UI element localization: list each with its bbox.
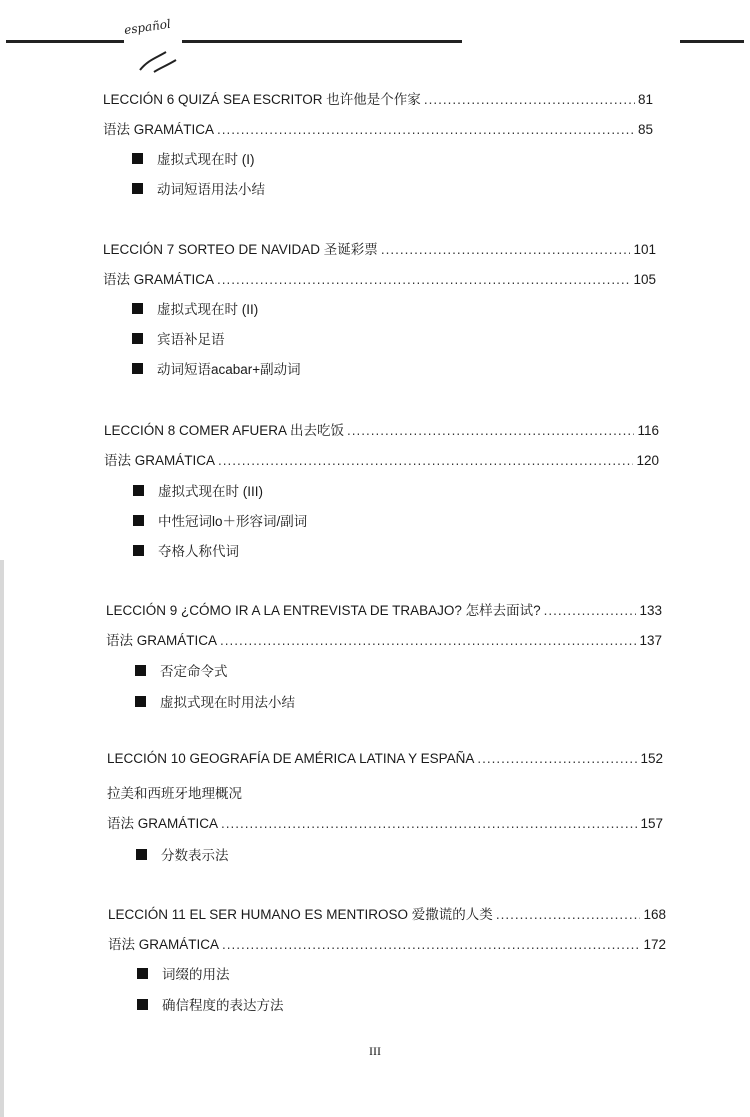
dot-leader xyxy=(381,242,631,257)
grammar-topic-text: 虚拟式现在时 (III) xyxy=(158,484,263,499)
grammar-line xyxy=(103,268,656,288)
dot-leader xyxy=(544,603,637,618)
lesson-title-line-page: 101 xyxy=(633,242,656,257)
square-bullet-icon xyxy=(133,485,144,496)
logo-text: español xyxy=(123,16,172,38)
lesson-title-line-text: LECCIÓN 7 SORTEO DE NAVIDAD 圣诞彩票 xyxy=(103,242,378,257)
square-bullet-icon xyxy=(132,183,143,194)
grammar-topic-item xyxy=(135,660,228,680)
dot-leader xyxy=(220,633,636,648)
grammar-line-page: 85 xyxy=(637,122,653,137)
grammar-line xyxy=(106,629,662,649)
grammar-line-text: 语法 GRAMÁTICA xyxy=(107,816,219,831)
dot-leader xyxy=(217,272,630,287)
lesson-title-line xyxy=(107,751,663,771)
grammar-topic-item xyxy=(132,148,255,168)
grammar-line-page: 137 xyxy=(639,633,662,648)
grammar-topic-item xyxy=(132,298,258,318)
dot-leader xyxy=(424,92,635,107)
dot-leader xyxy=(477,751,637,766)
lesson-title-line-page: 133 xyxy=(639,603,662,618)
square-bullet-icon xyxy=(137,968,148,979)
grammar-line xyxy=(107,812,663,832)
grammar-line-text: 语法 GRAMÁTICA xyxy=(104,453,216,468)
header-rule-right xyxy=(680,40,744,43)
square-bullet-icon xyxy=(132,153,143,164)
grammar-line-page: 120 xyxy=(636,453,659,468)
dot-leader xyxy=(222,937,640,952)
lesson-title-line-page: 152 xyxy=(640,751,663,766)
grammar-topic-item xyxy=(136,844,229,864)
grammar-topic-text: 词缀的用法 xyxy=(162,967,230,982)
grammar-line-page: 105 xyxy=(633,272,656,287)
grammar-topic-item xyxy=(137,963,230,983)
grammar-line-text: 语法 GRAMÁTICA xyxy=(103,272,215,287)
lesson-title-line-page: 81 xyxy=(637,92,653,107)
grammar-line xyxy=(103,118,653,138)
lesson-subtitle: 拉美和西班牙地理概况 xyxy=(107,786,242,801)
lesson-title-line xyxy=(103,88,653,108)
header-rule-left xyxy=(6,40,124,43)
grammar-topic-text: 虚拟式现在时用法小结 xyxy=(160,695,295,710)
grammar-line-text: 语法 GRAMÁTICA xyxy=(103,122,215,137)
dot-leader xyxy=(347,423,634,438)
dot-leader xyxy=(221,816,637,831)
lesson-title-line-page: 116 xyxy=(637,423,659,438)
grammar-line xyxy=(108,933,666,953)
lesson-title-line xyxy=(108,903,666,923)
grammar-line xyxy=(104,449,659,469)
square-bullet-icon xyxy=(133,545,144,556)
lesson-title-line-text: LECCIÓN 10 GEOGRAFÍA DE AMÉRICA LATINA Y ESPAÑA xyxy=(107,751,475,766)
grammar-topic-text: 否定命令式 xyxy=(160,664,228,679)
grammar-topic-text: 虚拟式现在时 (I) xyxy=(157,152,255,167)
lesson-title-line-text: LECCIÓN 8 COMER AFUERA 出去吃饭 xyxy=(104,423,345,438)
grammar-topic-text: 动词短语用法小结 xyxy=(157,182,265,197)
grammar-topic-item xyxy=(135,691,295,711)
dot-leader xyxy=(217,122,635,137)
dot-leader xyxy=(218,453,633,468)
grammar-topic-text: 虚拟式现在时 (II) xyxy=(157,302,259,317)
grammar-topic-text: 确信程度的表达方法 xyxy=(162,998,284,1013)
lesson-title-line-text: LECCIÓN 9 ¿CÓMO IR A LA ENTREVISTA DE TRABAJO? 怎样去面试? xyxy=(106,603,541,618)
lesson-title-line xyxy=(104,419,659,439)
page-edge-shadow xyxy=(0,560,4,1117)
grammar-line-page: 157 xyxy=(640,816,663,831)
square-bullet-icon xyxy=(132,303,143,314)
square-bullet-icon xyxy=(136,849,147,860)
lesson-title-line-text: LECCIÓN 6 QUIZÁ SEA ESCRITOR 也许他是个作家 xyxy=(103,92,421,107)
lesson-title-line xyxy=(106,599,662,619)
grammar-topic-item xyxy=(133,540,239,560)
logo-swoosh-icon xyxy=(136,46,180,76)
grammar-topic-item xyxy=(132,328,225,348)
grammar-topic-text: 宾语补足语 xyxy=(157,332,225,347)
square-bullet-icon xyxy=(135,696,146,707)
grammar-topic-text: 分数表示法 xyxy=(161,848,229,863)
dot-leader xyxy=(496,907,641,922)
square-bullet-icon xyxy=(133,515,144,526)
grammar-topic-item xyxy=(137,994,284,1014)
grammar-line-text: 语法 GRAMÁTICA xyxy=(106,633,218,648)
square-bullet-icon xyxy=(135,665,146,676)
lesson-title-line xyxy=(103,238,656,258)
grammar-topic-item xyxy=(133,480,263,500)
lesson-title-line-page: 168 xyxy=(643,907,666,922)
grammar-topic-item xyxy=(132,358,301,378)
grammar-topic-text: 中性冠词lo＋形容词/副词 xyxy=(158,514,308,529)
header-rule-center xyxy=(182,40,462,43)
grammar-topic-text: 夺格人称代词 xyxy=(158,544,239,559)
square-bullet-icon xyxy=(132,363,143,374)
lesson-title-line-text: LECCIÓN 11 EL SER HUMANO ES MENTIROSO 爱撒谎的人类 xyxy=(108,907,493,922)
square-bullet-icon xyxy=(132,333,143,344)
grammar-topic-item xyxy=(132,178,265,198)
page-number: III xyxy=(369,1044,381,1058)
square-bullet-icon xyxy=(137,999,148,1010)
page-header xyxy=(0,0,750,80)
grammar-topic-item xyxy=(133,510,307,530)
grammar-topic-text: 动词短语acabar+副动词 xyxy=(157,362,301,377)
grammar-line-text: 语法 GRAMÁTICA xyxy=(108,937,220,952)
grammar-line-page: 172 xyxy=(643,937,666,952)
